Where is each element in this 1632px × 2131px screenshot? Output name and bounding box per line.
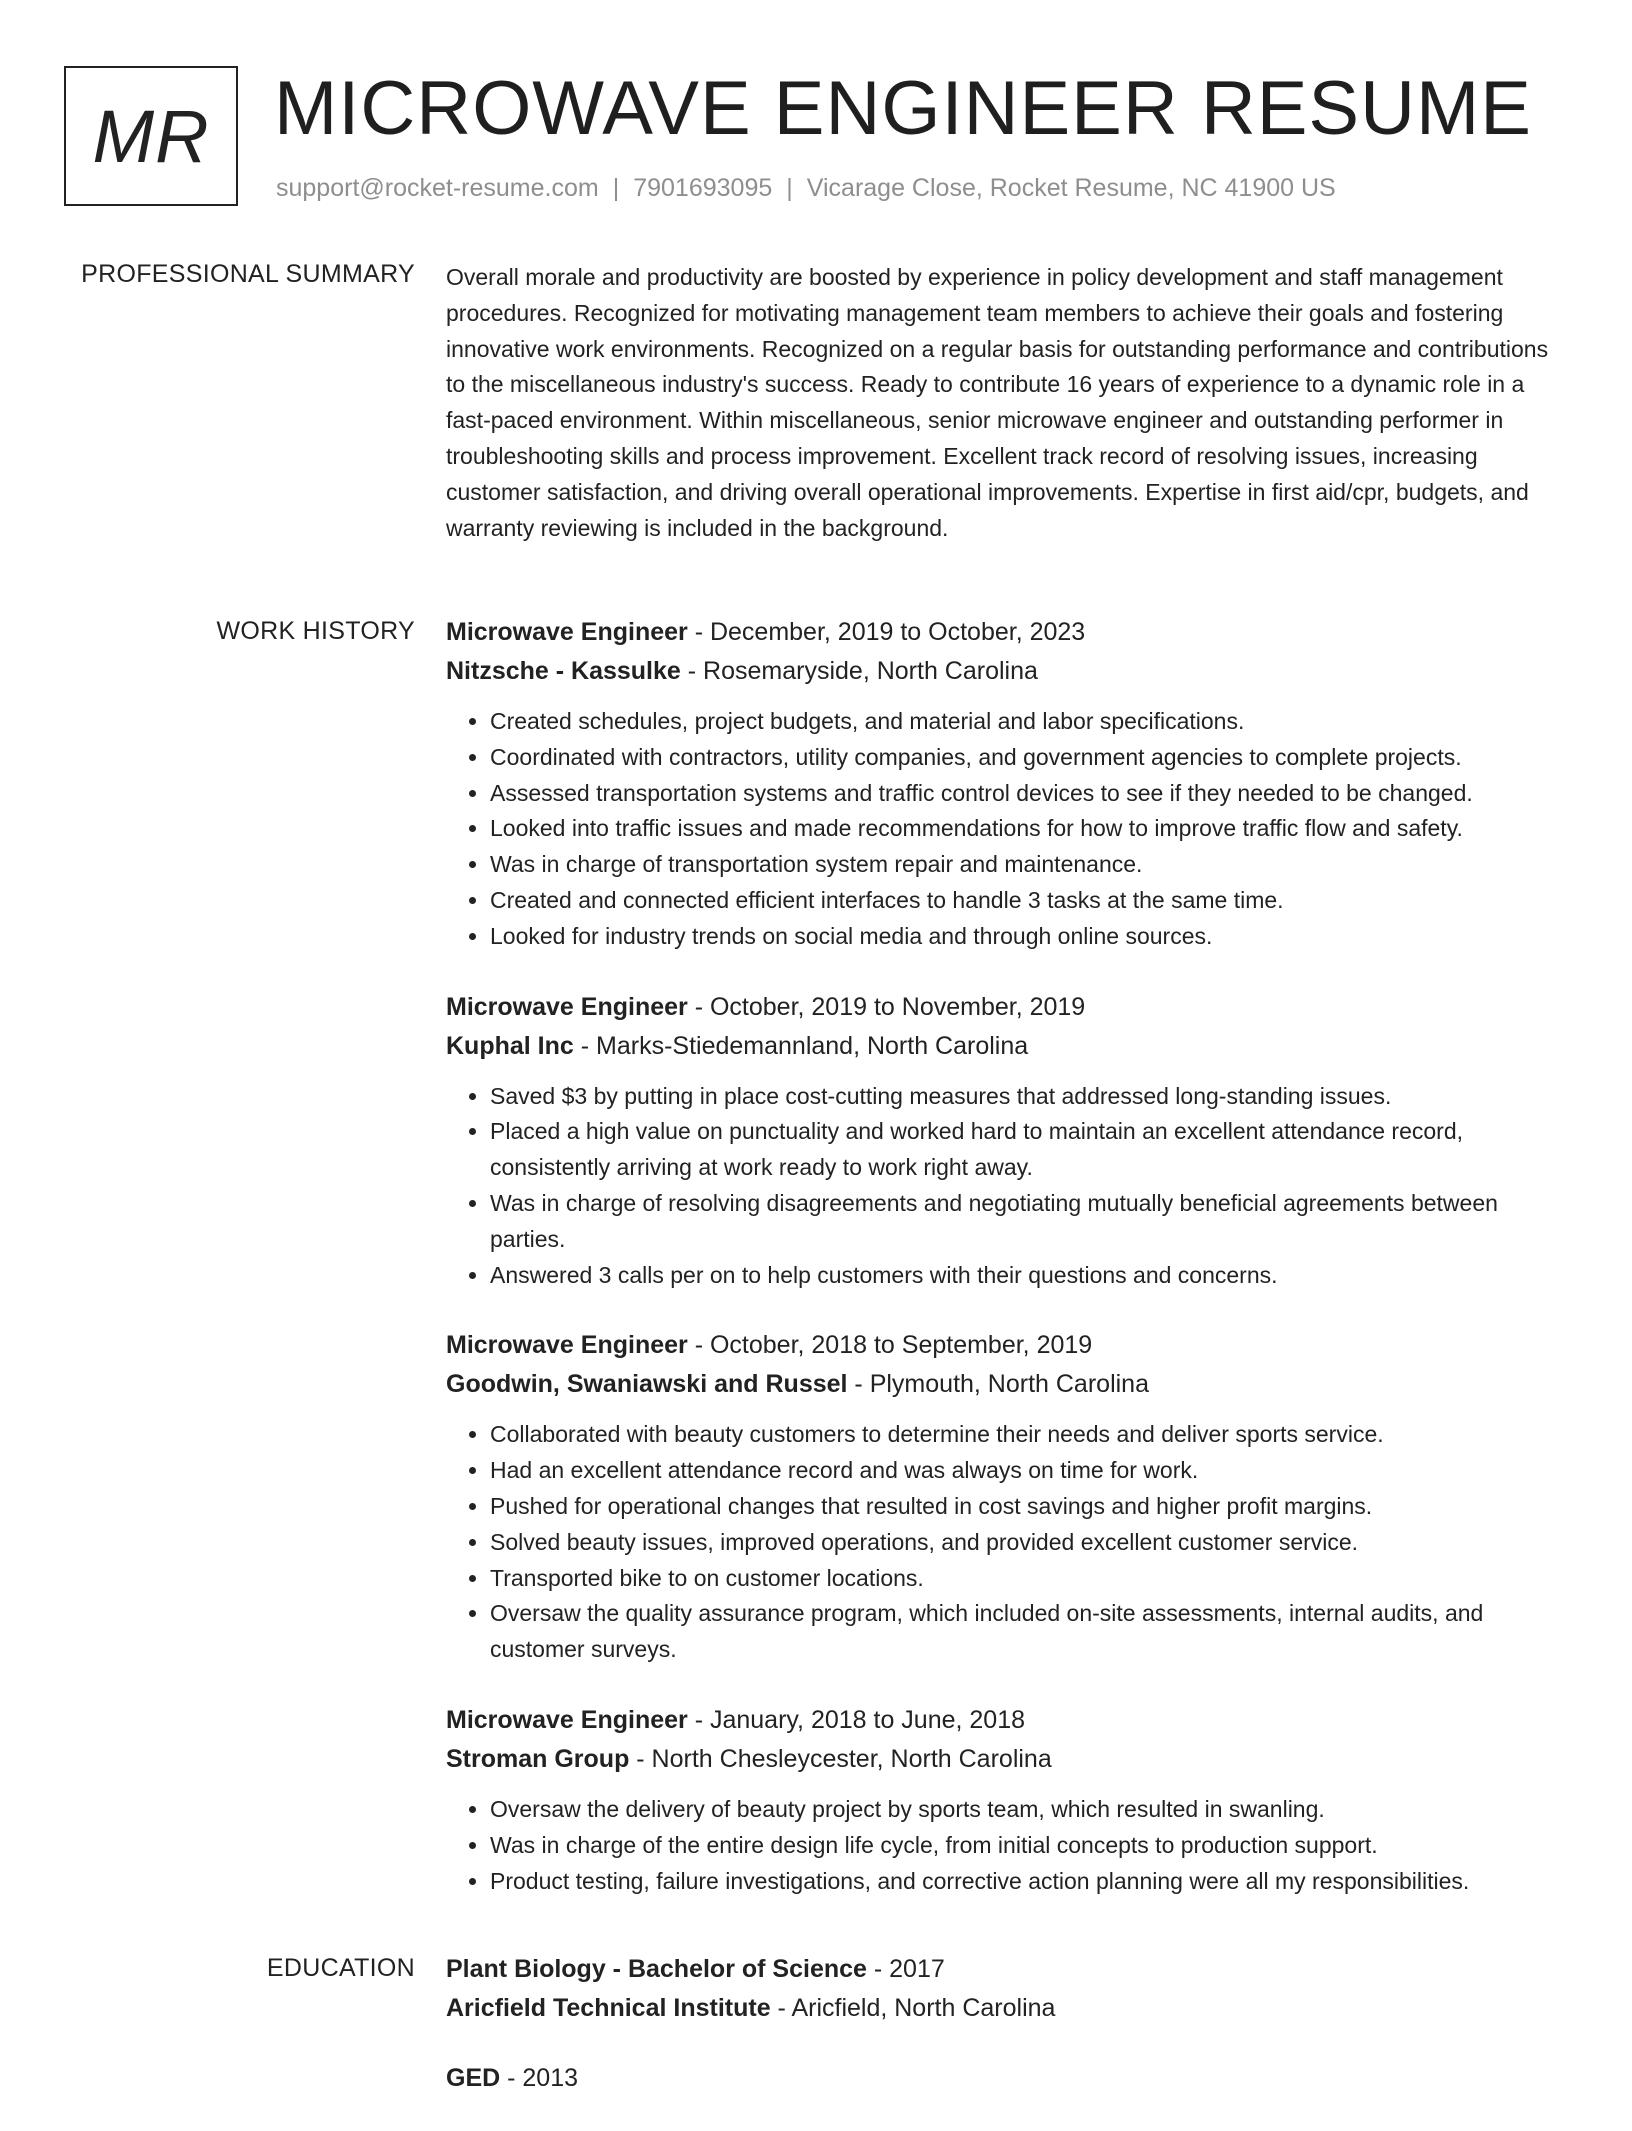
list-item: • Oversaw the delivery of beauty project by sports team, which resulted in swanling. [490,1792,1566,1828]
job-company: Goodwin, Swaniawski and Russel [446,1370,848,1399]
list-item: • Created and connected efficient interfaces to handle 3 tasks at the same time. [490,883,1566,919]
degree-year: - 2013 [500,2064,579,2092]
contact-phone: 7901693095 [633,174,773,202]
job-bullets [446,1417,1566,1668]
list-item: • Solved beauty issues, improved operations, and provided excellent customer service. [490,1525,1566,1561]
summary-text: Overall morale and productivity are boosted by experience in policy development and staff management procedures. Recognized for motivating management team members to achieve their goals and fostering innovative work environments. Recognized on a regular basis for outstanding performance and contributions to the miscellaneous industry's success. Ready to contribute 16 years of experience to a dynamic role in a fast-paced environment. Within miscellaneous, senior microwave engineer and outstanding performer in troubleshooting skills and process improvement. Excellent track record of resolving issues, increasing customer satisfaction, and driving overall operational improvements. Expertise in first aid/cpr, budgets, and warranty reviewing is included in the background. [446,264,1549,541]
degree-name: Plant Biology - Bachelor of Science [446,1955,867,1983]
list-item: • Was in charge of resolving disagreements and negotiating mutually beneficial agreements between parties. [490,1186,1566,1258]
list-item: • Looked into traffic issues and made recommendations for how to improve traffic flow and safety. [490,811,1566,847]
summary-heading: PROFESSIONAL SUMMARY [81,260,415,288]
job-bullets [446,1792,1566,1899]
contact-line [276,174,1336,203]
job-dates: - December, 2019 to October, 2023 [687,618,1086,646]
contact-separator: | [612,174,620,202]
school-location: - Aricfield, North Carolina [770,1994,1056,2022]
job-bullets [446,704,1566,955]
list-item: • Transported bike to on customer locations. [490,1561,1566,1597]
job-title: Microwave Engineer [446,1331,688,1360]
school-name: Aricfield Technical Institute [446,1994,771,2022]
list-item: • Oversaw the quality assurance program, which included on-site assessments, internal audits, and customer surveys. [490,1596,1566,1668]
list-item: • Was in charge of transportation system repair and maintenance. [490,847,1566,883]
list-item: • Coordinated with contractors, utility companies, and government agencies to complete projects. [490,740,1566,776]
job-title: Microwave Engineer [446,992,688,1021]
monogram-badge: MR [64,66,238,206]
list-item: • Collaborated with beauty customers to determine their needs and deliver sports service. [490,1417,1566,1453]
job-location: - Rosemaryside, North Carolina [680,657,1038,685]
job-dates: - October, 2018 to September, 2019 [687,1331,1093,1360]
job-entry [446,1326,1566,1668]
work-history-heading: WORK HISTORY [216,617,415,645]
job-dates: - January, 2018 to June, 2018 [687,1705,1026,1734]
list-item: • Looked for industry trends on social media and through online sources. [490,919,1566,955]
degree-name: GED [446,2064,501,2092]
list-item: • Had an excellent attendance record and was always on time for work. [490,1453,1566,1489]
education-heading: EDUCATION [266,1954,415,1982]
job-entry [446,613,1566,955]
job-location: - Marks-Stiedemannland, North Carolina [573,1031,1029,1060]
job-bullets [446,1079,1566,1294]
job-entry [446,1701,1566,1899]
job-dates: - October, 2019 to November, 2019 [687,992,1086,1021]
contact-address: Vicarage Close, Rocket Resume, NC 41900 US [806,174,1336,202]
resume-header [64,64,1568,214]
job-location: - North Chesleycester, North Carolina [629,1744,1052,1773]
list-item: • Product testing, failure investigations, and corrective action planning were all my responsibilities. [490,1864,1566,1900]
education-entry [446,2059,1566,2098]
list-item: • Assessed transportation systems and traffic control devices to see if they needed to be changed. [490,776,1566,812]
job-company: Nitzsche - Kassulke [446,657,681,685]
education-entry [446,1950,1566,2028]
job-entry [446,988,1566,1294]
list-item: • Answered 3 calls per on to help customers with their questions and concerns. [490,1258,1566,1294]
job-title: Microwave Engineer [446,1705,688,1734]
contact-email: support@rocket-resume.com [276,174,599,202]
degree-year: - 2017 [866,1955,945,1983]
list-item: • Created schedules, project budgets, and material and labor specifications. [490,704,1566,740]
job-title: Microwave Engineer [446,618,688,646]
job-company: Stroman Group [446,1744,630,1773]
list-item: • Placed a high value on punctuality and worked hard to maintain an excellent attendance record, consistently arriving at work ready to work right away. [490,1114,1566,1186]
resume-title: MICROWAVE ENGINEER RESUME [274,66,1532,151]
job-location: - Plymouth, North Carolina [847,1370,1149,1399]
list-item: • Pushed for operational changes that resulted in cost savings and higher profit margins. [490,1489,1566,1525]
list-item: • Was in charge of the entire design life cycle, from initial concepts to production support. [490,1828,1566,1864]
list-item: • Saved $3 by putting in place cost-cutting measures that addressed long-standing issues. [490,1079,1566,1115]
job-company: Kuphal Inc [446,1031,574,1060]
contact-separator: | [786,174,793,202]
